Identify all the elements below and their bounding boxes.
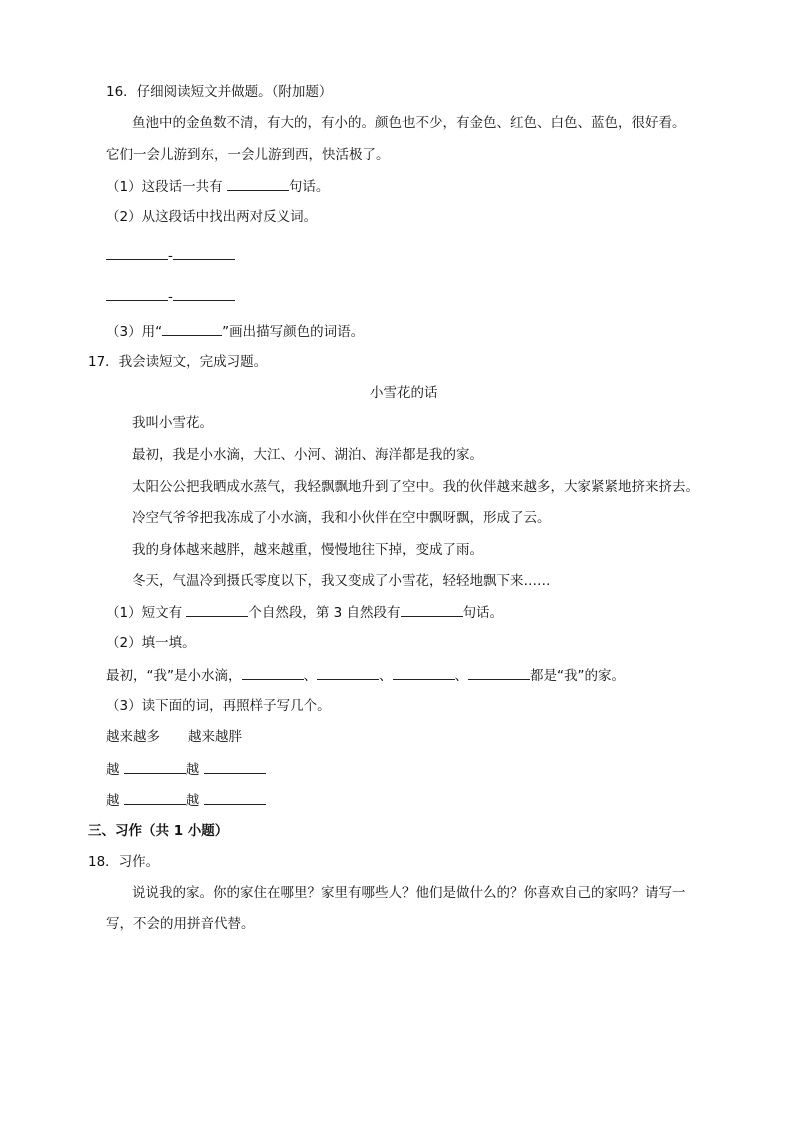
q18-title: 18．习作。 (88, 854, 160, 870)
q18-prompt-line1: 说说我的家。你的家住在哪里？家里有哪些人？他们是做什么的？你喜欢自己的家吗？请写一 (132, 885, 686, 901)
fill-suffix: 都是“我”的家。 (530, 668, 625, 684)
answer-blank[interactable] (124, 791, 186, 805)
answer-blank[interactable] (106, 246, 168, 260)
q17-example-2: 越来越胖 (188, 729, 242, 745)
answer-blank[interactable] (242, 666, 304, 680)
answer-blank[interactable] (106, 287, 168, 301)
q16-part3-prefix: （3）用“ (106, 324, 163, 340)
q17-part1-a: （1）短文有 (106, 605, 187, 621)
antonym-pair-2 (106, 287, 235, 306)
q16-passage-line2: 它们一会儿游到东，一会儿游到西，快活极了。 (106, 147, 390, 163)
story-paragraph-1: 我叫小雪花。 (132, 415, 213, 431)
story-paragraph-4: 冷空气爷爷把我冻成了小水滴，我和小伙伴在空中飘呀飘，形成了云。 (132, 510, 551, 526)
answer-blank[interactable] (173, 246, 235, 260)
q16-passage-line1: 鱼池中的金鱼数不清，有大的，有小的。颜色也不少，有金色、红色、白色、蓝色，很好看。 (132, 115, 686, 131)
answer-blank[interactable] (173, 287, 235, 301)
separator: 、 (303, 668, 317, 684)
q17-fill-line (106, 666, 625, 685)
dash: - (168, 248, 173, 264)
yue-char: 越 (106, 762, 120, 778)
separator: 、 (454, 668, 468, 684)
q17-title: 17．我会读短文，完成习题。 (88, 354, 268, 370)
q16-part3 (106, 322, 364, 341)
story-paragraph-6: 冬天，气温冷到摄氏零度以下，我又变成了小雪花，轻轻地飘下来…… (132, 573, 551, 589)
story-paragraph-2: 最初，我是小水滴，大江、小河、湖泊、海洋都是我的家。 (132, 447, 483, 463)
answer-blank[interactable] (468, 666, 530, 680)
answer-blank[interactable] (204, 760, 266, 774)
separator: 、 (379, 668, 393, 684)
q18-prompt-line2: 写，不会的用拼音代替。 (106, 916, 255, 932)
yue-char: 越 (185, 762, 200, 778)
q17-part3: （3）读下面的词，再照样子写几个。 (106, 698, 331, 714)
answer-blank[interactable] (393, 666, 455, 680)
answer-blank[interactable] (124, 760, 186, 774)
q16-part1-suffix: 句话。 (288, 179, 330, 195)
q16-part1-prefix: （1）这段话一共有 (106, 179, 227, 195)
q16-title: 16．仔细阅读短文并做题。（附加题） (106, 84, 333, 100)
yue-char: 越 (185, 793, 200, 809)
dash: - (168, 289, 173, 305)
q17-part1-b: 个自然段，第 3 自然段有 (248, 605, 401, 621)
yue-row-2 (106, 791, 266, 810)
yue-row-1 (106, 760, 266, 779)
q16-part1 (106, 177, 329, 196)
answer-blank[interactable] (186, 603, 248, 617)
q16-part2: （2）从这段话中找出两对反义词。 (106, 209, 318, 225)
answer-blank[interactable] (227, 177, 289, 191)
answer-blank[interactable] (317, 666, 379, 680)
story-paragraph-3: 太阳公公把我晒成水蒸气，我轻飘飘地升到了空中。我的伙伴越来越多，大家紧紧地挤来挤去。 (132, 479, 699, 495)
story-title: 小雪花的话 (370, 385, 438, 401)
q16-part3-suffix: ”画出描写颜色的词语。 (222, 324, 365, 340)
q17-example-1: 越来越多 (106, 729, 160, 745)
yue-char: 越 (106, 793, 120, 809)
q17-part2: （2）填一填。 (106, 635, 196, 651)
underline-sample (162, 322, 222, 336)
antonym-pair-1 (106, 246, 235, 265)
answer-blank[interactable] (204, 791, 266, 805)
q17-part1-c: 句话。 (462, 605, 504, 621)
story-paragraph-5: 我的身体越来越胖，越来越重，慢慢地往下掉，变成了雨。 (132, 542, 483, 558)
fill-prefix: 最初，“我”是小水滴， (106, 668, 242, 684)
section-heading: 三、习作（共 1 小题） (88, 823, 229, 839)
answer-blank[interactable] (401, 603, 463, 617)
q17-part1 (106, 603, 503, 622)
